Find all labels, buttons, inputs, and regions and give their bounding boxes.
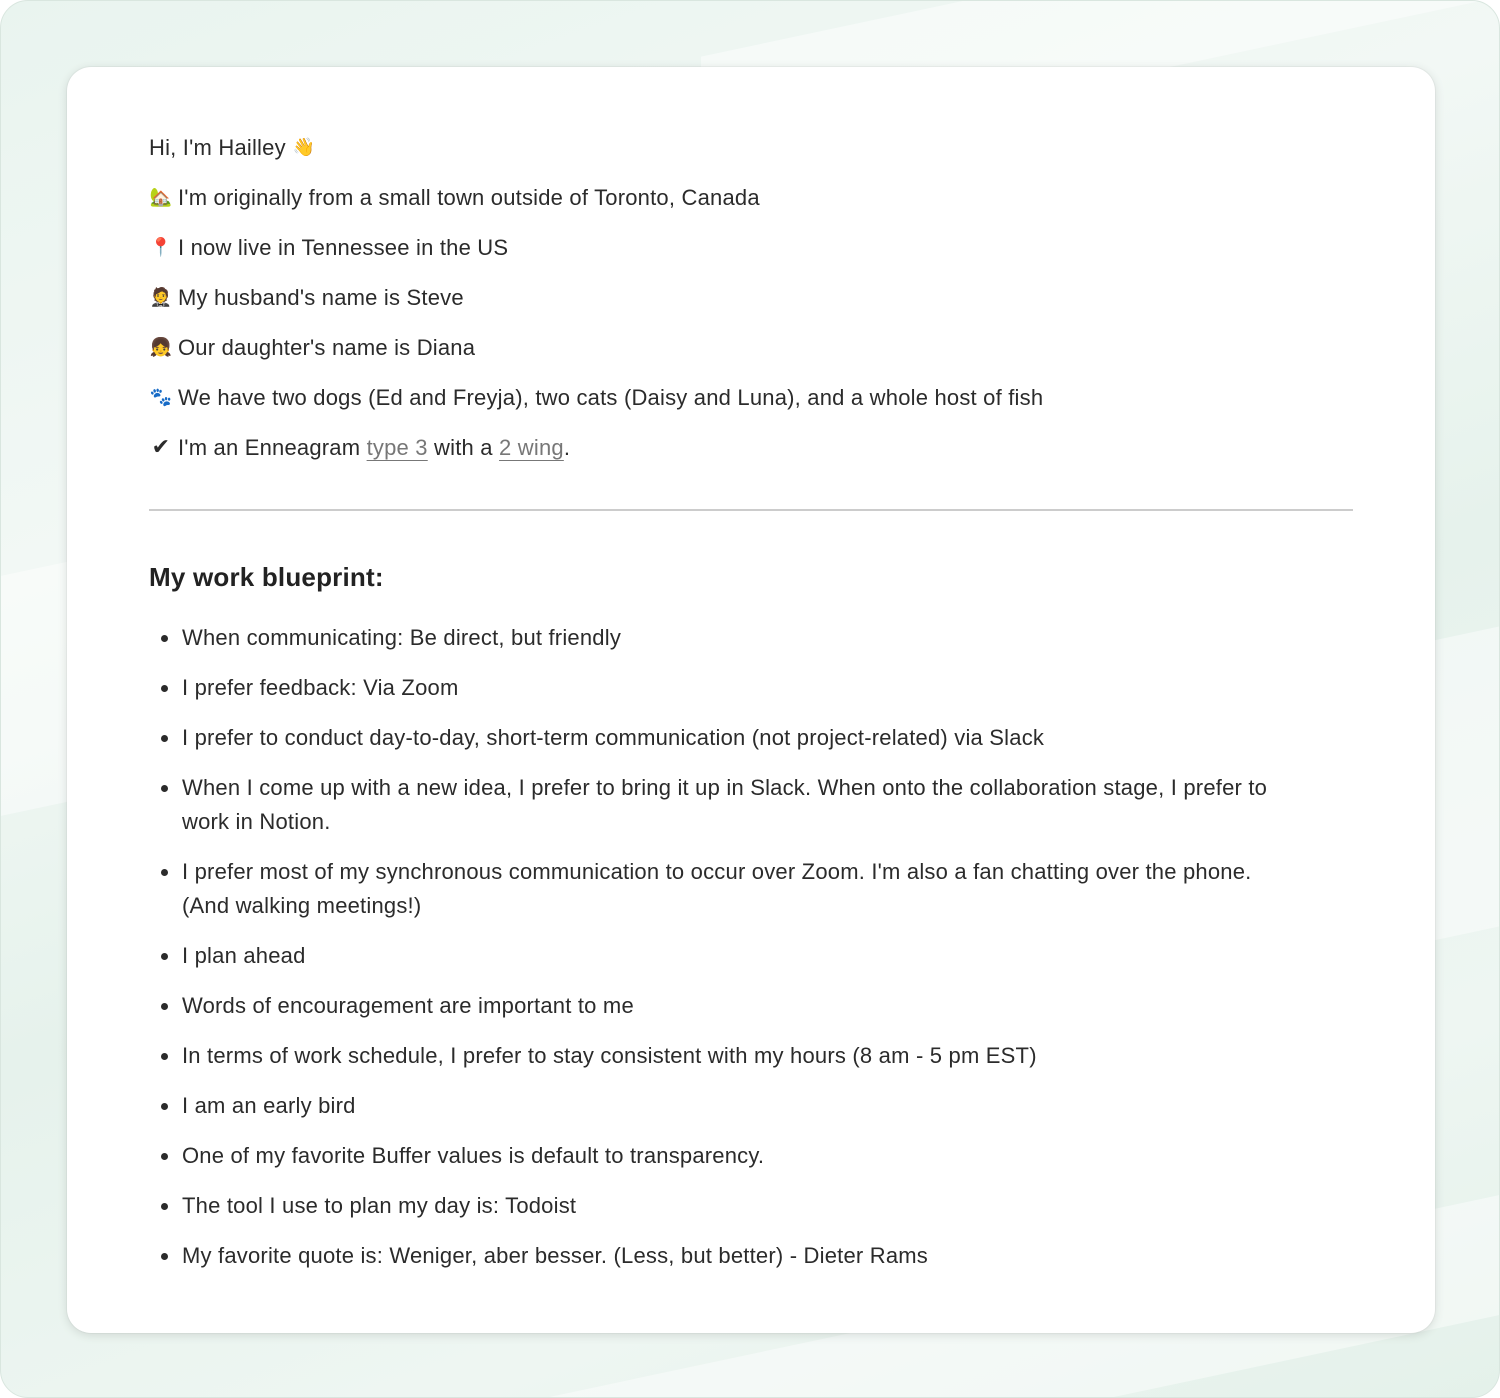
blueprint-item: My favorite quote is: Weniger, aber besser. (Less, but better) - Dieter Rams [149, 1239, 1299, 1273]
blueprint-item: I plan ahead [149, 939, 1299, 973]
intro-section [149, 131, 1043, 481]
enneagram-middle: with a [434, 435, 493, 460]
enneagram-type-link[interactable]: type 3 [366, 435, 428, 460]
enneagram-suffix: . [563, 435, 571, 460]
paw-prints-icon: 🐾 [149, 387, 173, 408]
fact-text: Our daughter's name is Diana [178, 335, 476, 360]
fact-text: We have two dogs (Ed and Freyja), two cats (Daisy and Luna), and a whole host of fish [178, 385, 1044, 410]
blueprint-item: When I come up with a new idea, I prefer to bring it up in Slack. When onto the collaboration stage, I prefer to work in Notion. [149, 771, 1299, 839]
enneagram-wing-link[interactable]: 2 wing [499, 435, 564, 460]
blueprint-item: I am an early bird [149, 1089, 1299, 1123]
fact-line [149, 381, 1043, 415]
blueprint-item: When communicating: Be direct, but friendly [149, 621, 1299, 655]
blueprint-item: I prefer most of my synchronous communication to occur over Zoom. I'm also a fan chatting over the phone. (And walking meetings!) [149, 855, 1299, 923]
blueprint-item: I prefer feedback: Via Zoom [149, 671, 1299, 705]
fact-line [149, 281, 1043, 315]
blueprint-heading: My work blueprint: [149, 562, 384, 592]
blueprint-list [149, 621, 1299, 1289]
location-pin-icon: 📍 [149, 237, 173, 258]
fact-text: I'm originally from a small town outside of Toronto, Canada [178, 185, 760, 210]
girl-icon: 👧 [149, 337, 173, 358]
checkmark-icon: ✔ [151, 435, 171, 460]
man-icon: 🤵 [149, 287, 173, 308]
section-divider [149, 509, 1353, 511]
profile-card [67, 67, 1435, 1333]
fact-line [149, 231, 1043, 265]
blueprint-item: I prefer to conduct day-to-day, short-term communication (not project-related) via Slack [149, 721, 1299, 755]
blueprint-item: Words of encouragement are important to me [149, 989, 1299, 1023]
blueprint-item: In terms of work schedule, I prefer to stay consistent with my hours (8 am - 5 pm EST) [149, 1039, 1299, 1073]
greeting-line [149, 131, 1043, 165]
fact-text: I now live in Tennessee in the US [178, 235, 509, 260]
blueprint-item: The tool I use to plan my day is: Todoist [149, 1189, 1299, 1223]
fact-list [149, 181, 1043, 415]
enneagram-prefix: I'm an Enneagram [178, 435, 361, 460]
fact-line [149, 181, 1043, 215]
house-with-tree-icon: 🏡 [149, 187, 173, 208]
fact-text: My husband's name is Steve [178, 285, 464, 310]
waving-hand-icon: 👋 [292, 137, 316, 158]
enneagram-line [149, 431, 1043, 465]
blueprint-item: One of my favorite Buffer values is default to transparency. [149, 1139, 1299, 1173]
fact-line [149, 331, 1043, 365]
greeting-text: Hi, I'm Hailley [149, 135, 286, 160]
